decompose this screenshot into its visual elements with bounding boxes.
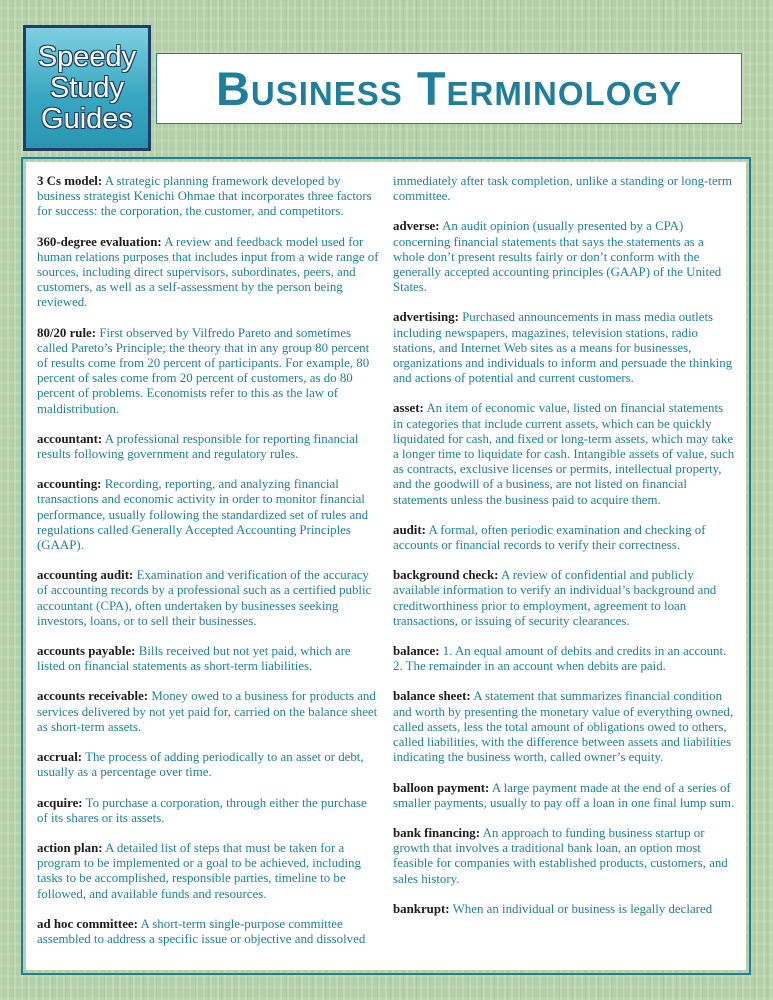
- glossary-term: asset:: [393, 401, 424, 416]
- glossary-term: balloon payment:: [393, 780, 490, 795]
- glossary-entry: [393, 689, 735, 765]
- glossary-term: balance:: [393, 644, 440, 659]
- glossary-term: bank financing:: [393, 825, 481, 840]
- logo-line-2: Study: [49, 71, 125, 104]
- glossary-entry: [37, 568, 380, 629]
- glossary-term: audit:: [393, 522, 426, 537]
- glossary-entry: [393, 401, 735, 507]
- glossary-definition: A large payment made at the end of a series of smaller payments, usually to pay off a loan in one final lump sum.: [393, 780, 735, 810]
- glossary-definition: A detailed list of steps that must be taken for a program to be implemented or a goal to be achieved, including tasks to be accomplished, responsible parties, timeline to be followed, and available funds and resources.: [37, 840, 361, 901]
- glossary-definition: Money owed to a business for products and services delivered by not yet paid for, carried on the balance sheet as short-term assets.: [37, 689, 378, 734]
- glossary-definition: A statement that summarizes financial condition and worth by presenting the monetary value of everything owned, called assets, less the total amount of obligations owed to others, called liabilities, with the difference between assets and liabilities indicating the business worth, called owner’s equity.: [393, 689, 734, 765]
- glossary-entry: [37, 841, 380, 902]
- glossary-definition: Bills received but not yet paid, which are listed on financial statements as short-term liabilities.: [37, 644, 351, 674]
- glossary-term: accounts payable:: [37, 644, 136, 659]
- glossary-entry: [393, 219, 735, 295]
- glossary-term: accounts receivable:: [37, 689, 149, 704]
- glossary-term: 80/20 rule:: [37, 325, 97, 340]
- glossary-entry: [37, 796, 380, 826]
- logo-line-3: Guides: [41, 102, 133, 135]
- glossary-entry: [37, 644, 380, 674]
- glossary-entry: [37, 326, 380, 417]
- glossary-term: accrual:: [37, 750, 83, 765]
- glossary-entry: [37, 235, 380, 311]
- glossary-term: balance sheet:: [393, 689, 471, 704]
- glossary-entry: [393, 902, 735, 917]
- glossary-term: adverse:: [393, 219, 440, 234]
- glossary-term: advertising:: [393, 310, 459, 325]
- glossary-definition: When an individual or business is legally declared: [452, 901, 713, 916]
- glossary-term: background check:: [393, 568, 499, 583]
- glossary-definition: A short-term single-purpose committee assembled to address a specific issue or objective and dissolved: [37, 916, 366, 946]
- glossary-definition: A review and feedback model used for human relations purposes that includes input from a wide range of sources, including direct supervisors, subordinates, peers, and customers, as well as a self-assessment by the person being reviewed.: [37, 234, 379, 310]
- glossary-definition: An audit opinion (usually presented by a CPA) concerning financial statements that says the statements as a whole don’t present results fairly or don’t conform with the generally accepted accounting principles (GAAP) of the United States.: [393, 219, 722, 295]
- glossary-definition: Purchased announcements in mass media outlets including newspapers, magazines, television stations, radio stations, and Internet Web sites as a means for businesses, organizations and individuals to inform and persuade the thinking and actions of potential and current customers.: [393, 310, 733, 386]
- glossary-entry: [393, 523, 735, 553]
- glossary-entry: [37, 750, 380, 780]
- glossary-term: acquire:: [37, 795, 83, 810]
- logo-line-1: Speedy: [37, 40, 137, 73]
- glossary-entry: [393, 644, 735, 674]
- glossary-definition: To purchase a corporation, through either the purchase of its shares or its assets.: [37, 795, 367, 825]
- glossary-definition: First observed by Vilfredo Pareto and sometimes called Pareto’s Principle; the theory that in any group 80 percent of results come from 20 percent of participants. For example, 80 percent of sales come from 20 percent of customers, as do 80 percent of problems. Economists refer to this as the law of maldistribution.: [37, 325, 370, 416]
- glossary-entry: [37, 689, 380, 735]
- left-column: [37, 174, 380, 962]
- glossary-definition: 1. An equal amount of debits and credits in an account. 2. The remainder in an account when debits are paid.: [393, 644, 727, 674]
- glossary-entry: [393, 826, 735, 887]
- glossary-term: bankrupt:: [393, 901, 450, 916]
- glossary-definition: Recording, reporting, and analyzing financial transactions and economic activity in order to monitor financial performance, usually following the standardized set of rules and regulations called Generally Accepted Accounting Principles (GAAP).: [37, 477, 369, 553]
- glossary-term: accounting audit:: [37, 568, 134, 583]
- glossary-definition: A review of confidential and publicly available information to verify an individual’s background and creditworthiness prior to employment, agreement to loan transactions, or issuing of security clearances.: [393, 568, 717, 628]
- glossary-definition: A professional responsible for reporting financial results following government and regulatory rules.: [37, 431, 359, 462]
- title-banner: [156, 53, 742, 124]
- glossary-definition: An approach to funding business startup or growth that involves a traditional bank loan, an option most feasible for companies with established products, customers, and sales history.: [393, 825, 728, 886]
- glossary-definition: The process of adding periodically to an asset or debt, usually as a percentage over time.: [37, 750, 364, 780]
- glossary-entry: [393, 310, 735, 386]
- glossary-entry: [37, 477, 380, 553]
- glossary-entry: [37, 174, 380, 220]
- glossary-term: accountant:: [37, 431, 103, 446]
- content-panel: [26, 162, 746, 970]
- speedy-study-guides-logo: [23, 25, 151, 151]
- glossary-entry: [37, 432, 380, 462]
- right-column: [393, 174, 735, 932]
- glossary-term: action plan:: [37, 840, 103, 855]
- glossary-term: accounting:: [37, 477, 102, 492]
- glossary-entry: [393, 781, 735, 811]
- glossary-definition: Examination and verification of the accuracy of accounting records by a professional such as a certified public accountant (CPA), often undertaken by businesses seeking investors, loans, or to sell their businesses.: [37, 568, 372, 628]
- glossary-term: 3 Cs model:: [37, 174, 103, 188]
- glossary-definition: An item of economic value, listed on financial statements in categories that include current assets, which can be quickly liquidated for cash, and fixed or long-term assets, which may take a longer time to liquidate for cash. Intangible assets of value, such as contracts, exclusive licenses or permits, intellectual property, and the goodwill of a business, are not listed on financial statements unless the business paid to acquire them.: [393, 401, 735, 507]
- continuation-text: [393, 174, 735, 204]
- glossary-term: ad hoc committee:: [37, 916, 138, 931]
- glossary-entry: [37, 917, 380, 947]
- glossary-entry: [393, 568, 735, 629]
- page-title: Business Terminology: [215, 62, 683, 115]
- glossary-definition: A strategic planning framework developed by business strategist Kenichi Ohmae that incorporates three factors for success: the corporation, the customer, and competitors.: [37, 174, 372, 219]
- glossary-term: 360-degree evaluation:: [37, 234, 162, 249]
- glossary-definition: A formal, often periodic examination and checking of accounts or financial records to verify their correctness.: [393, 522, 706, 553]
- continuation-definition: immediately after task completion, unlike a standing or long-term committee.: [393, 174, 733, 204]
